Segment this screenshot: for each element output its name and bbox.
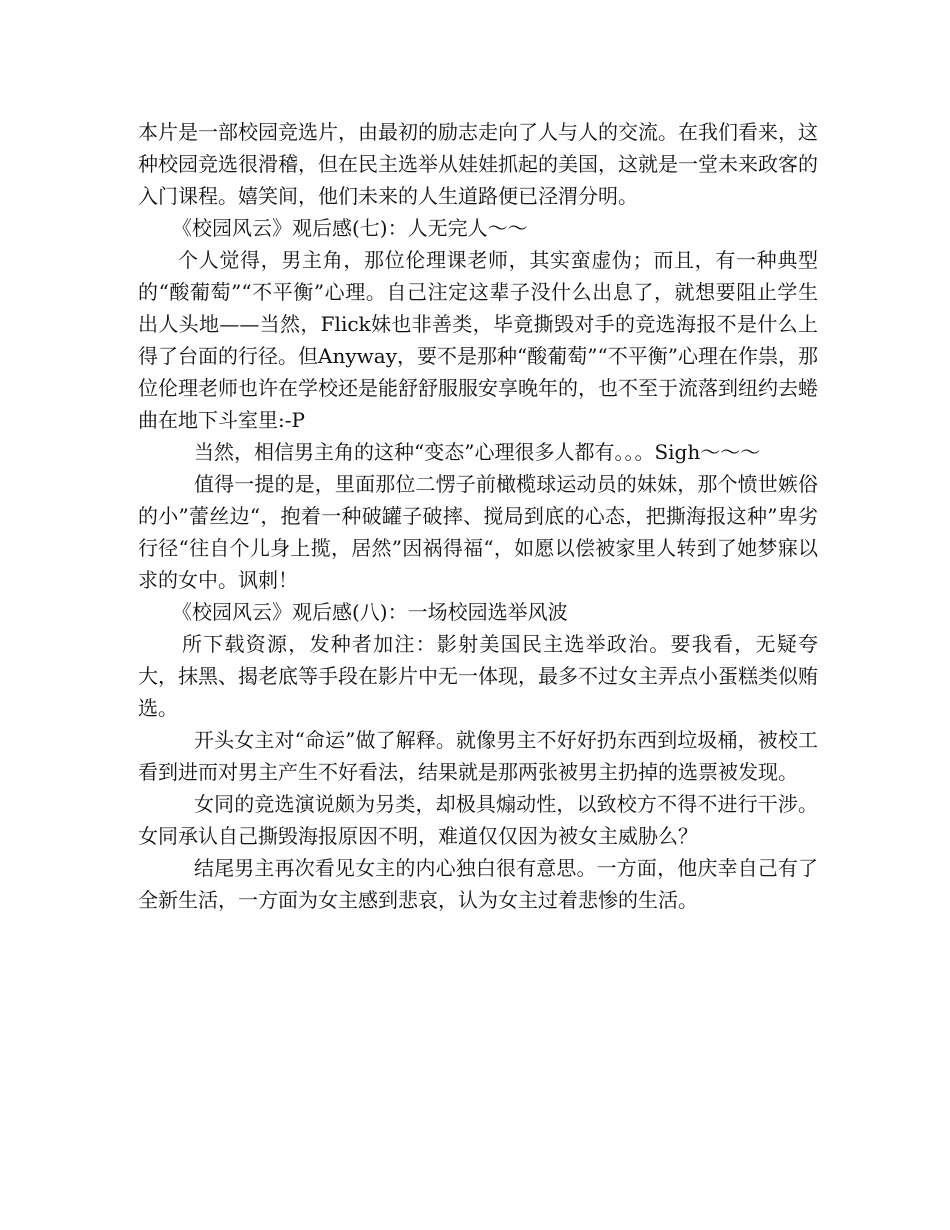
- paragraph-review-7-c: 值得一提的是，里面那位二愣子前橄榄球运动员的妹妹，那个愤世嫉俗的小”蕾丝边“，抱着一种破罐子破摔、搅局到底的心态，把撕海报这种”卑劣行径“往自个儿身上揽，居然”因祸得福“，如愿以偿被家里人转到了她梦寐以求的女中。讽刺！: [138, 472, 818, 592]
- document-body: [138, 116, 818, 916]
- paragraph-review-7-a: 个人觉得，男主角，那位伦理课老师，其实蛮虚伪；而且，有一种典型的“酸葡萄”“不平衡”心理。自己注定这辈子没什么出息了，就想要阻止学生出人头地——当然，Flick妹也非善类，毕竟撕毁对手的竞选海报不是什么上得了台面的行径。但Anyway，要不是那种“酸葡萄”“不平衡”心理在作祟，那位伦理老师也许在学校还是能舒舒服服安享晚年的，也不至于流落到纽约去蜷曲在地下斗室里:-P: [138, 248, 818, 432]
- paragraph-review-8-d: 结尾男主再次看见女主的内心独白很有意思。一方面，他庆幸自己有了全新生活，一方面为女主感到悲哀，认为女主过着悲惨的生活。: [138, 856, 818, 912]
- section-heading-8: 《校园风云》观后感(八)：一场校园选举风波: [172, 600, 568, 624]
- section-heading-7: 《校园风云》观后感(七)：人无完人～～: [172, 216, 528, 240]
- paragraph-intro: 本片是一部校园竞选片，由最初的励志走向了人与人的交流。在我们看来，这种校园竞选很滑稽，但在民主选举从娃娃抓起的美国，这就是一堂未来政客的入门课程。嬉笑间，他们未来的人生道路便已泾渭分明。: [138, 120, 818, 208]
- paragraph-review-7-b: 当然，相信男主角的这种“变态”心理很多人都有。。。Sigh～～～: [194, 440, 761, 464]
- paragraph-review-8-a: 所下载资源，发种者加注：影射美国民主选举政治。要我看，无疑夸大，抹黑、揭老底等手段在影片中无一体现，最多不过女主弄点小蛋糕类似贿选。: [138, 632, 818, 720]
- paragraph-review-8-b: 开头女主对“命运”做了解释。就像男主不好好扔东西到垃圾桶，被校工看到进而对男主产生不好看法，结果就是那两张被男主扔掉的选票被发现。: [138, 728, 818, 784]
- paragraph-review-8-c: 女同的竞选演说颇为另类，却极具煽动性，以致校方不得不进行干涉。女同承认自己撕毁海报原因不明，难道仅仅因为被女主威胁么？: [138, 792, 818, 848]
